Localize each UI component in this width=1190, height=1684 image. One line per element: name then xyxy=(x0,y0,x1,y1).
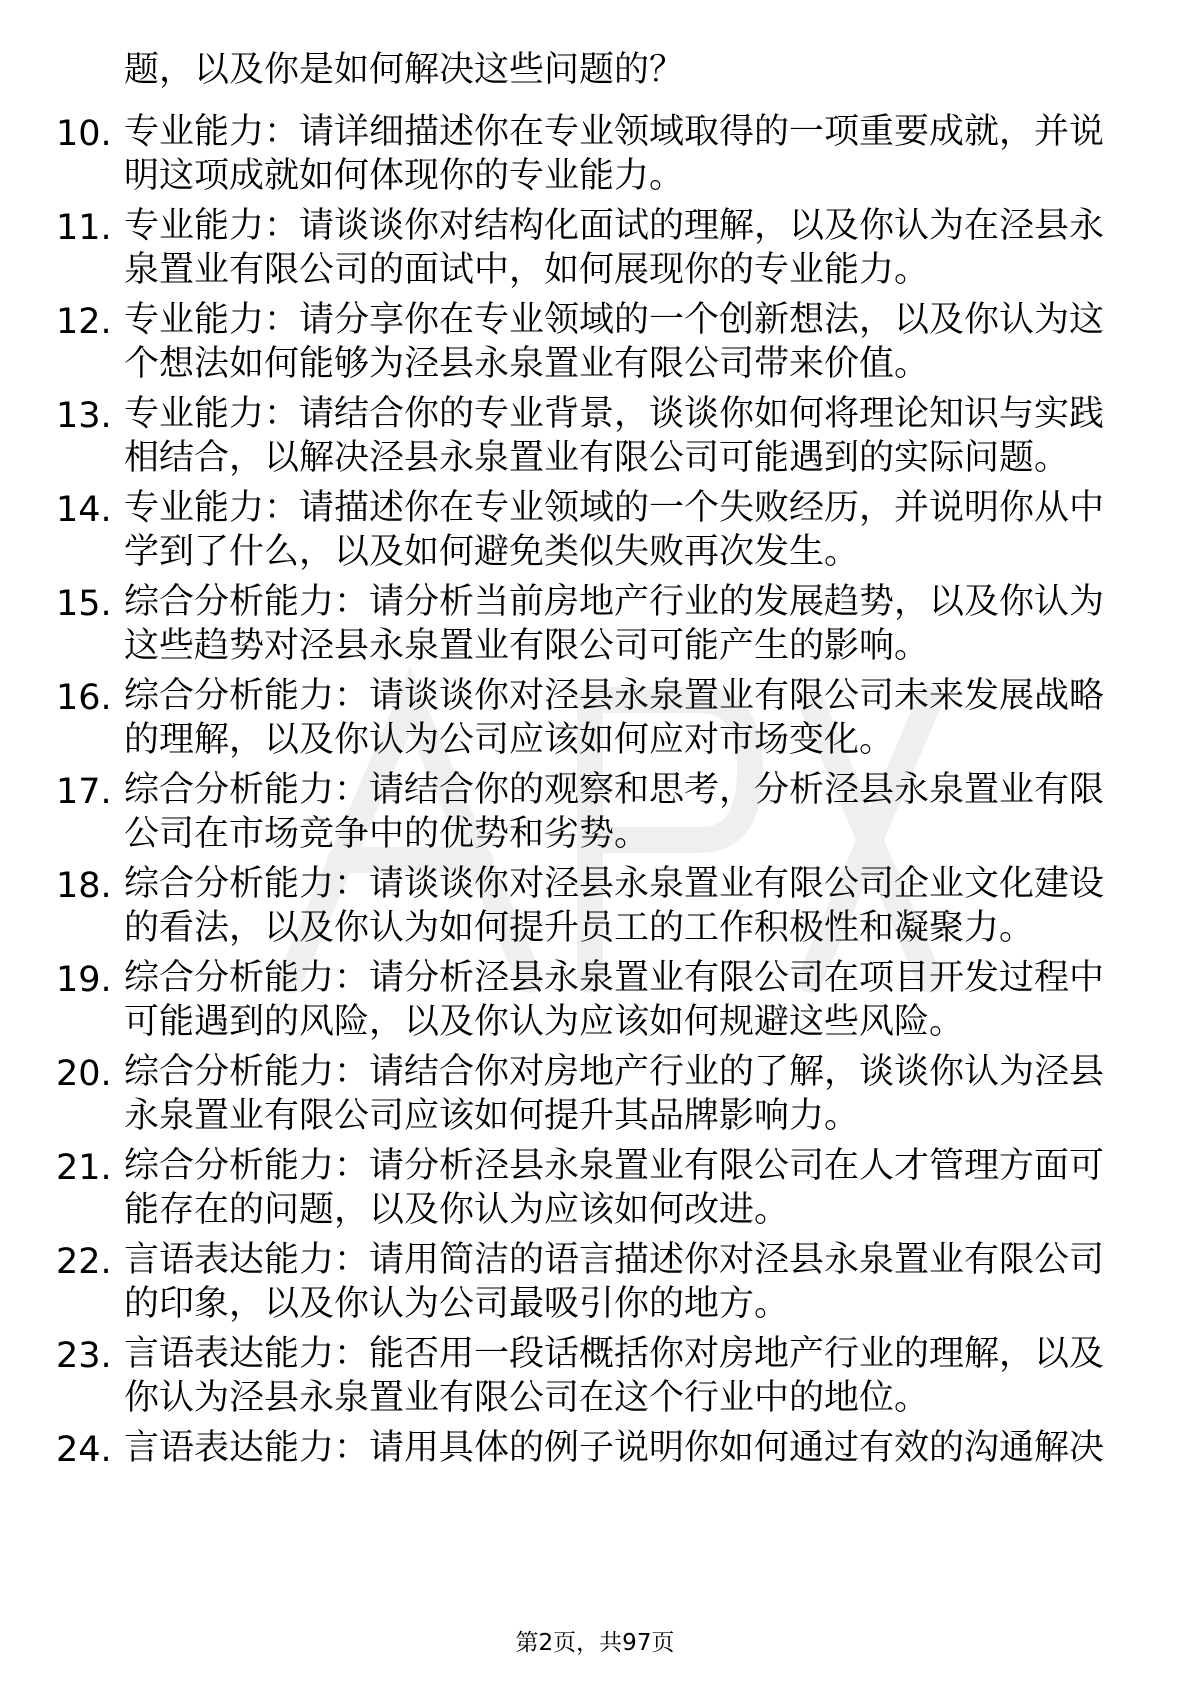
question-item xyxy=(0,486,1190,580)
question-text-line: 综合分析能力：请结合你对房地产行业的了解，谈谈你认为泾县 xyxy=(124,1052,1105,1092)
question-text-line: 言语表达能力：能否用一段话概括你对房地产行业的理解，以及 xyxy=(124,1334,1105,1374)
question-item xyxy=(0,580,1190,674)
question-text xyxy=(124,674,1114,762)
question-text-line: 综合分析能力：请分析泾县永泉置业有限公司在项目开发过程中 xyxy=(124,958,1105,998)
question-text xyxy=(124,1050,1114,1138)
question-number: 14. xyxy=(56,490,112,530)
question-item xyxy=(0,768,1190,862)
question-number: 17. xyxy=(56,772,112,812)
question-number: 16. xyxy=(56,678,112,718)
question-text-line: 的理解，以及你认为公司应该如何应对市场变化。 xyxy=(124,720,895,760)
question-text xyxy=(124,768,1114,856)
question-text-line: 言语表达能力：请用简洁的语言描述你对泾县永泉置业有限公司 xyxy=(124,1240,1105,1280)
page-footer: 第2页，共97页 xyxy=(515,1630,675,1656)
question-item xyxy=(0,392,1190,486)
question-number: 13. xyxy=(56,396,112,436)
question-item xyxy=(0,1050,1190,1144)
question-item xyxy=(0,1426,1190,1520)
question-text-line: 能存在的问题，以及你认为应该如何改进。 xyxy=(124,1190,790,1230)
question-number: 10. xyxy=(56,114,112,154)
question-item xyxy=(0,956,1190,1050)
question-text-line: 学到了什么，以及如何避免类似失败再次发生。 xyxy=(124,532,860,572)
question-number: 20. xyxy=(56,1054,112,1094)
question-text-line: 专业能力：请描述你在专业领域的一个失败经历，并说明你从中 xyxy=(124,488,1105,528)
question-text-line: 永泉置业有限公司应该如何提升其品牌影响力。 xyxy=(124,1096,860,1136)
question-text-line: 相结合，以解决泾县永泉置业有限公司可能遇到的实际问题。 xyxy=(124,438,1070,478)
question-item xyxy=(0,1238,1190,1332)
question-text-line: 的印象，以及你认为公司最吸引你的地方。 xyxy=(124,1284,790,1324)
question-text xyxy=(124,392,1114,480)
question-item xyxy=(0,1332,1190,1426)
question-text-line: 你认为泾县永泉置业有限公司在这个行业中的地位。 xyxy=(124,1378,930,1418)
question-number: 22. xyxy=(56,1242,112,1282)
question-item xyxy=(0,1144,1190,1238)
continuation-text: 题，以及你是如何解决这些问题的？ xyxy=(124,50,685,90)
question-text xyxy=(124,862,1114,950)
question-number: 12. xyxy=(56,302,112,342)
question-item xyxy=(0,298,1190,392)
question-item xyxy=(0,862,1190,956)
question-text xyxy=(124,486,1114,574)
question-text-line: 明这项成就如何体现你的专业能力。 xyxy=(124,156,685,196)
question-text-line: 言语表达能力：请用具体的例子说明你如何通过有效的沟通解决 xyxy=(124,1428,1105,1468)
question-number: 11. xyxy=(56,208,112,248)
question-text-line: 的看法，以及你认为如何提升员工的工作积极性和凝聚力。 xyxy=(124,908,1035,948)
question-item xyxy=(0,674,1190,768)
question-text-line: 综合分析能力：请分析泾县永泉置业有限公司在人才管理方面可 xyxy=(124,1146,1105,1186)
question-text xyxy=(124,1144,1114,1232)
question-number: 18. xyxy=(56,866,112,906)
question-text-line: 个想法如何能够为泾县永泉置业有限公司带来价值。 xyxy=(124,344,930,384)
question-text xyxy=(124,1426,1114,1470)
question-text-line: 专业能力：请分享你在专业领域的一个创新想法，以及你认为这 xyxy=(124,300,1105,340)
question-text-line: 可能遇到的风险，以及你认为应该如何规避这些风险。 xyxy=(124,1002,965,1042)
question-number: 21. xyxy=(56,1148,112,1188)
question-text xyxy=(124,204,1114,292)
question-item xyxy=(0,110,1190,204)
question-item xyxy=(0,204,1190,298)
question-text-line: 专业能力：请谈谈你对结构化面试的理解，以及你认为在泾县永 xyxy=(124,206,1105,246)
question-number: 15. xyxy=(56,584,112,624)
question-text xyxy=(124,580,1114,668)
question-text xyxy=(124,1332,1114,1420)
question-list xyxy=(0,110,1190,1520)
question-text-line: 这些趋势对泾县永泉置业有限公司可能产生的影响。 xyxy=(124,626,930,666)
question-text-line: 综合分析能力：请分析当前房地产行业的发展趋势，以及你认为 xyxy=(124,582,1105,622)
question-text xyxy=(124,110,1114,198)
question-text-line: 专业能力：请结合你的专业背景，谈谈你如何将理论知识与实践 xyxy=(124,394,1105,434)
question-text xyxy=(124,1238,1114,1326)
question-text-line: 泉置业有限公司的面试中，如何展现你的专业能力。 xyxy=(124,250,930,290)
question-text-line: 公司在市场竞争中的优势和劣势。 xyxy=(124,814,650,854)
question-text-line: 综合分析能力：请谈谈你对泾县永泉置业有限公司未来发展战略 xyxy=(124,676,1105,716)
question-number: 23. xyxy=(56,1336,112,1376)
question-text-line: 综合分析能力：请结合你的观察和思考，分析泾县永泉置业有限 xyxy=(124,770,1105,810)
question-number: 24. xyxy=(56,1430,112,1470)
question-text xyxy=(124,298,1114,386)
question-text-line: 专业能力：请详细描述你在专业领域取得的一项重要成就，并说 xyxy=(124,112,1105,152)
question-text-line: 综合分析能力：请谈谈你对泾县永泉置业有限公司企业文化建设 xyxy=(124,864,1105,904)
question-text xyxy=(124,956,1114,1044)
question-number: 19. xyxy=(56,960,112,1000)
